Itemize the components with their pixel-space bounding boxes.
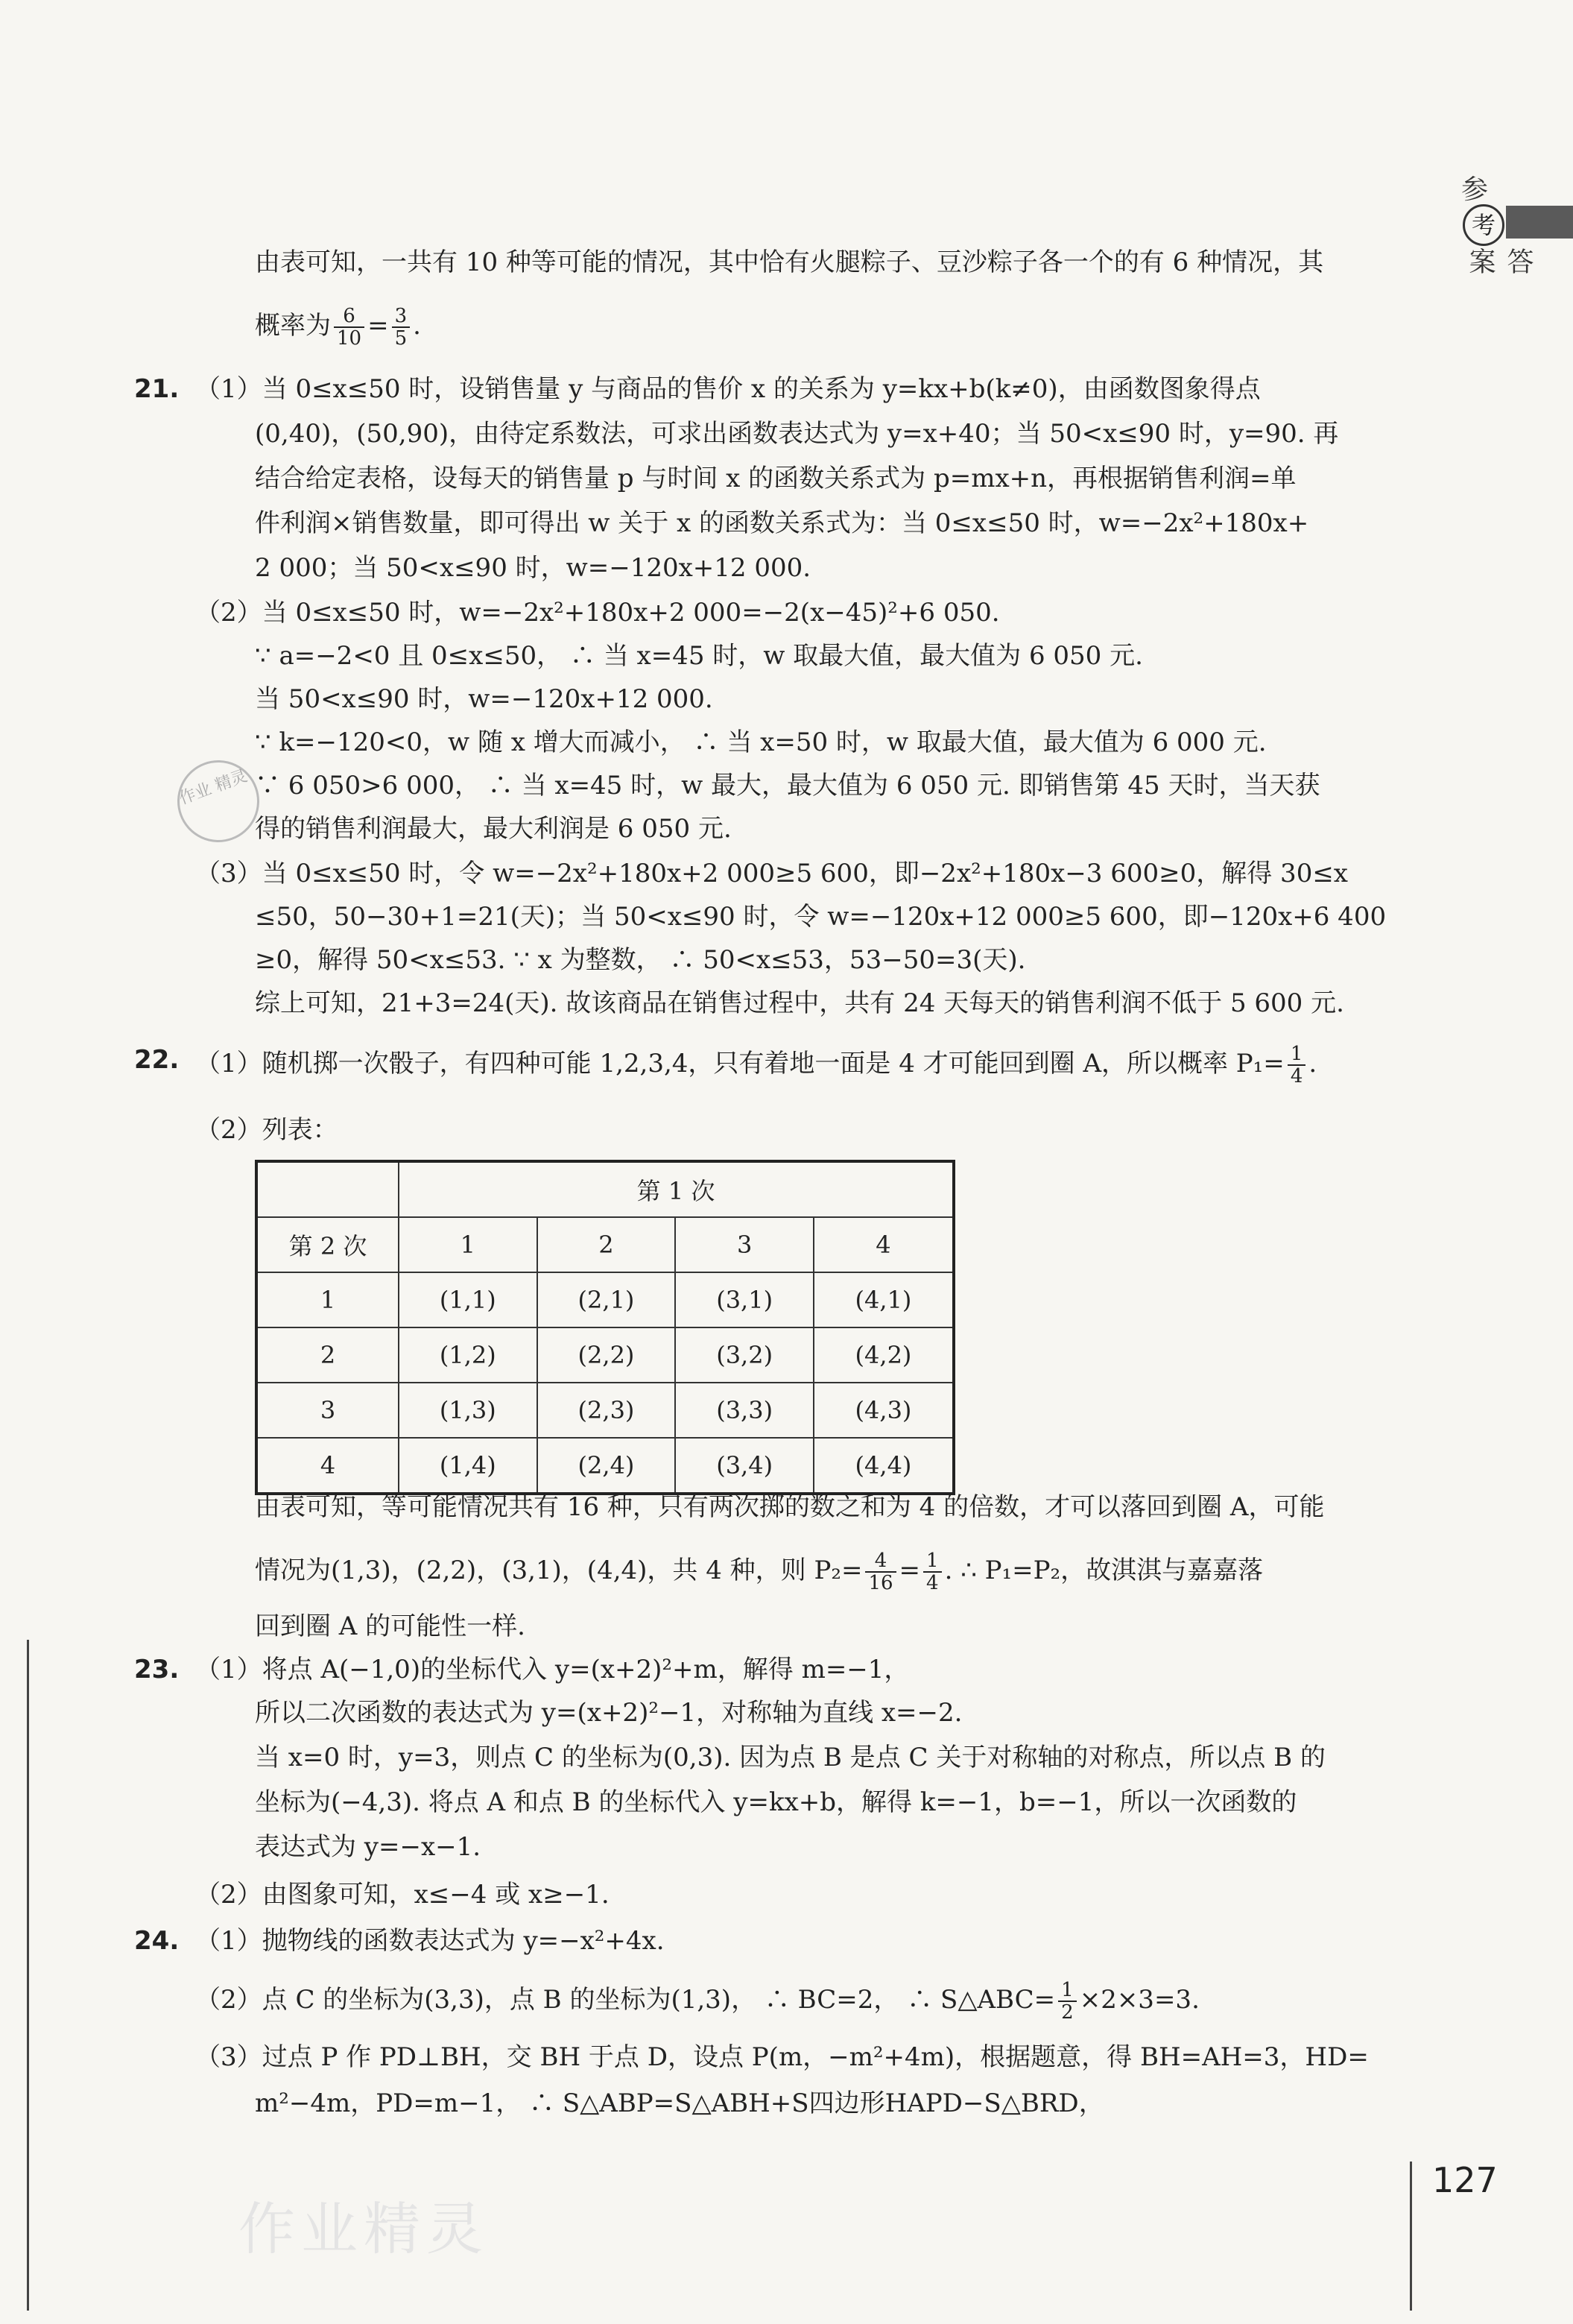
- q22-answer-line-1: 由表可知，等可能情况共有 16 种，只有两次掷的数之和为 4 的倍数，才可以落回到圈 A，可能: [255, 1492, 1325, 1522]
- q24-l2-post: ×2×3=3.: [1079, 1985, 1200, 2015]
- q23-line: （1）将点 A(−1,0)的坐标代入 y=(x+2)²+m，解得 m=−1，: [195, 1655, 910, 1684]
- q23-line: 表达式为 y=−x−1.: [255, 1832, 481, 1862]
- side-tab-top: 参: [1461, 174, 1489, 205]
- table-cell: (4,1): [814, 1272, 954, 1327]
- numerator: 1: [923, 1550, 942, 1573]
- table-header-row: [256, 1161, 954, 1217]
- side-tab-bottom: 答案: [1465, 247, 1534, 274]
- equals: =: [899, 1556, 921, 1585]
- table-row: [256, 1272, 954, 1327]
- table-corner: 第 2 次: [256, 1217, 399, 1272]
- q22-p2-label: （2）列表：: [195, 1115, 338, 1145]
- table-col-header: 1: [399, 1217, 537, 1272]
- q22-a2-text: 情况为(1,3)，(2,2)，(3,1)，(4,4)，共 4 种，则 P₂=: [255, 1556, 863, 1585]
- numerator: 1: [1058, 1980, 1077, 2002]
- denominator: 5: [394, 327, 408, 350]
- question-number-24: 24.: [134, 1926, 180, 1956]
- watermark: 作业精灵: [238, 2196, 489, 2262]
- numerator: 6: [334, 306, 364, 328]
- q24-line-2: [195, 1980, 1200, 2023]
- table-cell: (1,1): [399, 1272, 537, 1327]
- table-row: [256, 1383, 954, 1438]
- equals: =: [367, 311, 389, 341]
- stamp-logo: 作业 精灵: [166, 749, 271, 854]
- denominator: 10: [337, 327, 362, 350]
- q21-p1-line: （1）当 0≤x≤50 时，设销售量 y 与商品的售价 x 的关系为 y=kx+b(k≠0)，由函数图象得点: [195, 374, 1261, 404]
- q21-p3-line: （3）当 0≤x≤50 时，令 w=−2x²+180x+2 000≥5 600，即−2x²+180x−3 600≥0，解得 30≤x: [195, 859, 1348, 888]
- period: .: [1308, 1049, 1317, 1079]
- q24-line-4: m²−4m，PD=m−1， ∴ S△ABP=S△ABH+S四边形HAPD−S△BRD，: [255, 2088, 1104, 2118]
- question-number-23: 23.: [134, 1655, 180, 1684]
- page-number-rule: [1410, 2162, 1412, 2311]
- denominator: 4: [926, 1572, 939, 1594]
- numerator: 3: [392, 306, 411, 328]
- question-number-21: 21.: [134, 374, 180, 404]
- question-number-22: 22.: [134, 1045, 180, 1075]
- table-cell: (2,3): [537, 1383, 676, 1438]
- table-cell: (2,4): [537, 1438, 676, 1494]
- table-col-header: 3: [675, 1217, 814, 1272]
- fraction: [923, 1550, 942, 1594]
- q21-p2-line: （2）当 0≤x≤50 时，w=−2x²+180x+2 000=−2(x−45)²+6 050.: [195, 598, 1000, 628]
- denominator: 2: [1061, 2001, 1074, 2024]
- table-col-header: 4: [814, 1217, 954, 1272]
- q21-p1-line: 结合给定表格，设每天的销售量 p 与时间 x 的函数关系式为 p=mx+n，再根据销售利润=单: [255, 464, 1297, 493]
- outcome-table: [255, 1160, 955, 1495]
- q22-p1-line: [195, 1043, 1317, 1087]
- intro-line-1: 由表可知，一共有 10 种等可能的情况，其中恰有火腿粽子、豆沙粽子各一个的有 6 种情况，其: [255, 247, 1324, 277]
- intro-line-2: [255, 306, 421, 349]
- fraction: [1288, 1043, 1306, 1087]
- side-tab: [1461, 164, 1573, 298]
- q22-answer-line-2: [255, 1550, 1263, 1594]
- q23-line: （2）由图象可知，x≤−4 或 x≥−1.: [195, 1880, 610, 1910]
- table-cell: (4,2): [814, 1327, 954, 1383]
- q24-l2-text: （2）点 C 的坐标为(3,3)，点 B 的坐标为(1,3)， ∴ BC=2， ∴ S△ABC=: [195, 1985, 1056, 2015]
- denominator: 16: [868, 1572, 893, 1594]
- table-row-header: 3: [256, 1383, 399, 1438]
- page-number: 127: [1432, 2160, 1498, 2200]
- table-row-header: 1: [256, 1272, 399, 1327]
- q22-a2-post: . ∴ P₁=P₂，故淇淇与嘉嘉落: [944, 1556, 1264, 1585]
- q22-answer-line-3: 回到圈 A 的可能性一样.: [255, 1611, 525, 1641]
- table-cell: (1,3): [399, 1383, 537, 1438]
- q24-line-1: （1）抛物线的函数表达式为 y=−x²+4x.: [195, 1926, 665, 1956]
- numerator: 1: [1288, 1043, 1306, 1066]
- fraction: [334, 306, 364, 349]
- table-row-header: 2: [256, 1327, 399, 1383]
- denominator: 4: [1290, 1065, 1303, 1087]
- table-row: [256, 1438, 954, 1494]
- period: .: [413, 311, 421, 341]
- table-cell: (4,3): [814, 1383, 954, 1438]
- q23-line: 所以二次函数的表达式为 y=(x+2)²−1，对称轴为直线 x=−2.: [255, 1698, 963, 1728]
- q23-line: 当 x=0 时，y=3，则点 C 的坐标为(0,3). 因为点 B 是点 C 关于对称轴的对称点，所以点 B 的: [255, 1743, 1326, 1772]
- q22-p1-text: （1）随机掷一次骰子，有四种可能 1,2,3,4，只有着地一面是 4 才可能回到圈 A，所以概率 P₁=: [195, 1049, 1285, 1079]
- q21-p2-line: ∵ 6 050>6 000， ∴ 当 x=45 时，w 最大，最大值为 6 050 元. 即销售第 45 天时，当天获: [255, 771, 1320, 801]
- table-cell: (1,2): [399, 1327, 537, 1383]
- table-cell: (2,1): [537, 1272, 676, 1327]
- table-cell: (3,1): [675, 1272, 814, 1327]
- q21-p2-line: ∵ k=−120<0，w 随 x 增大而减小， ∴ 当 x=50 时，w 取最大值，最大值为 6 000 元.: [255, 727, 1267, 757]
- table-row: [256, 1327, 954, 1383]
- table-subheader-row: [256, 1217, 954, 1272]
- q24-line-3: （3）过点 P 作 PD⊥BH，交 BH 于点 D，设点 P(m，−m²+4m)，根据题意，得 BH=AH=3，HD=: [195, 2042, 1369, 2072]
- q21-p1-line: 件利润×销售数量，即可得出 w 关于 x 的函数关系式为：当 0≤x≤50 时，w=−2x²+180x+: [255, 508, 1309, 538]
- table-cell: (4,4): [814, 1438, 954, 1494]
- table-blank-cell: [256, 1161, 399, 1217]
- side-tab-bar: [1506, 206, 1573, 239]
- table-cell: (3,2): [675, 1327, 814, 1383]
- q21-p2-line: ∵ a=−2<0 且 0≤x≤50， ∴ 当 x=45 时，w 取最大值，最大值为 6 050 元.: [255, 641, 1143, 671]
- numerator: 4: [865, 1550, 896, 1573]
- table-cell: (2,2): [537, 1327, 676, 1383]
- q21-p1-line: 2 000；当 50<x≤90 时，w=−120x+12 000.: [255, 553, 811, 583]
- q21-p3-line: ≥0，解得 50<x≤53. ∵ x 为整数， ∴ 50<x≤53，53−50=3(天).: [255, 945, 1026, 975]
- table-cell: (3,4): [675, 1438, 814, 1494]
- table-cell: (3,3): [675, 1383, 814, 1438]
- q23-line: 坐标为(−4,3). 将点 A 和点 B 的坐标代入 y=kx+b，解得 k=−1，b=−1，所以一次函数的: [255, 1787, 1297, 1817]
- table-row-header: 4: [256, 1438, 399, 1494]
- intro-text: 概率为: [255, 311, 331, 341]
- side-tab-circle: 考: [1463, 204, 1504, 246]
- left-margin-rule: [27, 1640, 29, 2311]
- fraction: [1058, 1980, 1077, 2023]
- q21-p1-line: (0,40)，(50,90)，由待定系数法，可求出函数表达式为 y=x+40；当 50<x≤90 时，y=90. 再: [255, 419, 1339, 449]
- q21-p2-line: 得的销售利润最大，最大利润是 6 050 元.: [255, 814, 732, 844]
- table-top-header: 第 1 次: [399, 1161, 954, 1217]
- q21-p3-line: 综上可知，21+3=24(天). 故该商品在销售过程中，共有 24 天每天的销售利润不低于 5 600 元.: [255, 988, 1344, 1018]
- q21-p2-line: 当 50<x≤90 时，w=−120x+12 000.: [255, 684, 713, 714]
- fraction: [392, 306, 411, 349]
- table-col-header: 2: [537, 1217, 676, 1272]
- table-cell: (1,4): [399, 1438, 537, 1494]
- fraction: [865, 1550, 896, 1594]
- q21-p3-line: ≤50，50−30+1=21(天)；当 50<x≤90 时，令 w=−120x+12 000≥5 600，即−120x+6 400: [255, 902, 1387, 932]
